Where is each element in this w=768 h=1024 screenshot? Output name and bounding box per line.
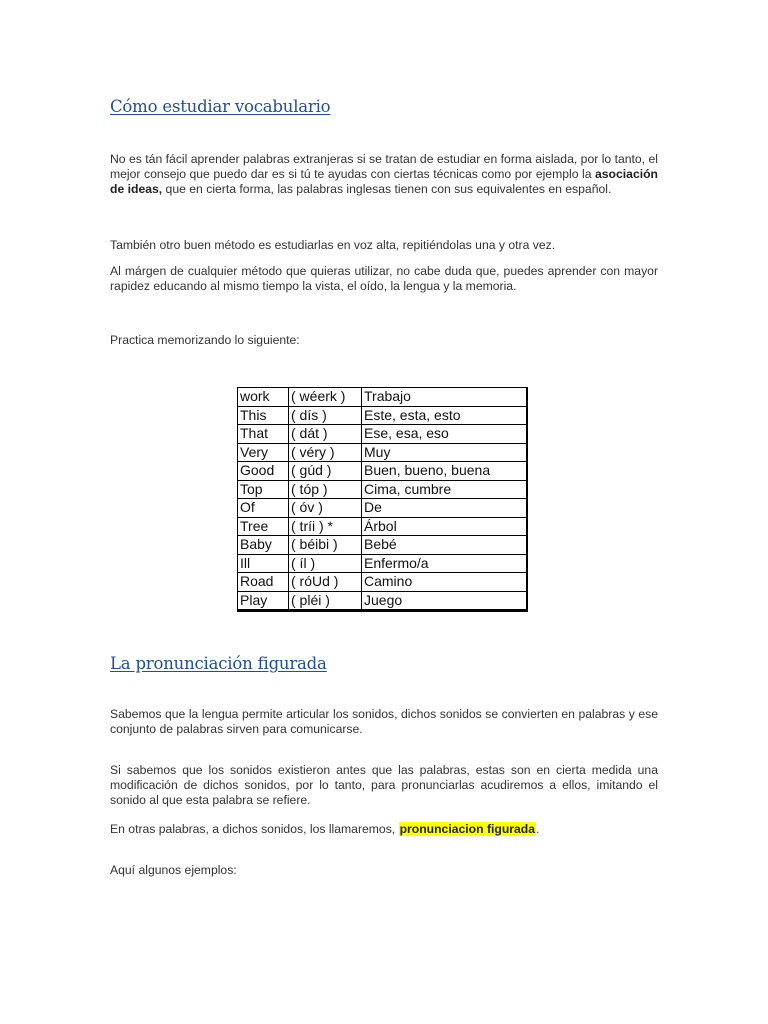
paragraph-examples: Aquí algunos ejemplos: <box>110 863 237 877</box>
vocab-pronunciation: ( dís ) <box>289 407 362 426</box>
vocab-meaning: Este, esta, esto <box>362 407 526 426</box>
vocab-meaning: Muy <box>362 444 526 463</box>
paragraph-figurative-text-b: . <box>536 822 540 836</box>
vocab-word: That <box>238 425 289 444</box>
section-title-vocabulary[interactable]: Cómo estudiar vocabulario <box>110 97 331 116</box>
table-row <box>238 573 526 592</box>
paragraph-intro <box>110 152 658 197</box>
vocab-meaning: Enfermo/a <box>362 555 526 574</box>
vocab-pronunciation: ( béibi ) <box>289 536 362 555</box>
vocab-meaning: Buen, bueno, buena <box>362 462 526 481</box>
table-row <box>238 536 526 555</box>
table-row <box>238 555 526 574</box>
vocab-pronunciation: ( dát ) <box>289 425 362 444</box>
vocab-meaning: Juego <box>362 592 526 611</box>
vocab-pronunciation: ( pléi ) <box>289 592 362 611</box>
table-row <box>238 425 526 444</box>
paragraph-figurative <box>110 822 658 837</box>
vocab-word: Top <box>238 481 289 500</box>
vocab-pronunciation: ( tóp ) <box>289 481 362 500</box>
vocab-word: Play <box>238 592 289 611</box>
table-row <box>238 481 526 500</box>
vocabulary-table <box>237 387 528 612</box>
table-row <box>238 592 526 611</box>
vocab-meaning: Ese, esa, eso <box>362 425 526 444</box>
vocab-pronunciation: ( wéerk ) <box>289 388 362 407</box>
paragraph-intro-text-b: que en cierta forma, las palabras inglesas tienen con sus equivalentes en español. <box>162 182 612 196</box>
vocab-meaning: Bebé <box>362 536 526 555</box>
vocab-pronunciation: ( véry ) <box>289 444 362 463</box>
vocab-word: work <box>238 388 289 407</box>
vocab-pronunciation: ( gúd ) <box>289 462 362 481</box>
vocab-meaning: De <box>362 499 526 518</box>
table-row <box>238 407 526 426</box>
vocab-pronunciation: ( róUd ) <box>289 573 362 592</box>
vocab-pronunciation: ( tríi ) * <box>289 518 362 537</box>
vocabulary-table-body <box>238 388 526 610</box>
highlight-pronunciacion-figurada: pronunciacion figurada <box>399 822 536 836</box>
section-title-pronunciation[interactable]: La pronunciación figurada <box>110 654 327 673</box>
table-row <box>238 444 526 463</box>
vocab-meaning: Cima, cumbre <box>362 481 526 500</box>
table-row <box>238 388 526 407</box>
vocab-pronunciation: ( óv ) <box>289 499 362 518</box>
table-row <box>238 462 526 481</box>
vocab-word: Very <box>238 444 289 463</box>
vocab-word: Of <box>238 499 289 518</box>
vocab-meaning: Trabajo <box>362 388 526 407</box>
vocab-pronunciation: ( íl ) <box>289 555 362 574</box>
paragraph-figurative-text-a: En otras palabras, a dichos sonidos, los llamaremos, <box>110 822 399 836</box>
vocab-word: This <box>238 407 289 426</box>
table-row <box>238 518 526 537</box>
paragraph-practice: Practica memorizando lo siguiente: <box>110 333 300 347</box>
vocab-word: Tree <box>238 518 289 537</box>
paragraph-sounds: Si sabemos que los sonidos existieron antes que las palabras, estas son en cierta medida una modificación de dichos sonidos, por lo tanto, para pronunciarlas acudiremos a ellos, imitando el sonido al que esta palabra se refiere. <box>110 763 658 807</box>
paragraph-intro-text-a: No es tán fácil aprender palabras extranjeras si se tratan de estudiar en forma aislada, por lo tanto, el mejor consejo que puedo dar es si tú te ayudas con ciertas técnicas como por ejemplo la <box>110 152 658 181</box>
vocab-word: Ill <box>238 555 289 574</box>
table-row <box>238 499 526 518</box>
vocab-meaning: Árbol <box>362 518 526 537</box>
paragraph-margin: Al márgen de cualquier método que quieras utilizar, no cabe duda que, puedes aprender con mayor rapidez educando al mismo tiempo la vista, el oído, la lengua y la memoria. <box>110 264 658 293</box>
paragraph-intro-bold: asociación de ideas, <box>110 167 658 196</box>
vocab-word: Baby <box>238 536 289 555</box>
paragraph-language: Sabemos que la lengua permite articular los sonidos, dichos sonidos se convierten en palabras y ese conjunto de palabras sirven para comunicarse. <box>110 707 658 736</box>
paragraph-method: También otro buen método es estudiarlas en voz alta, repitiéndolas una y otra vez. <box>110 238 556 252</box>
vocab-meaning: Camino <box>362 573 526 592</box>
vocab-word: Good <box>238 462 289 481</box>
vocab-word: Road <box>238 573 289 592</box>
